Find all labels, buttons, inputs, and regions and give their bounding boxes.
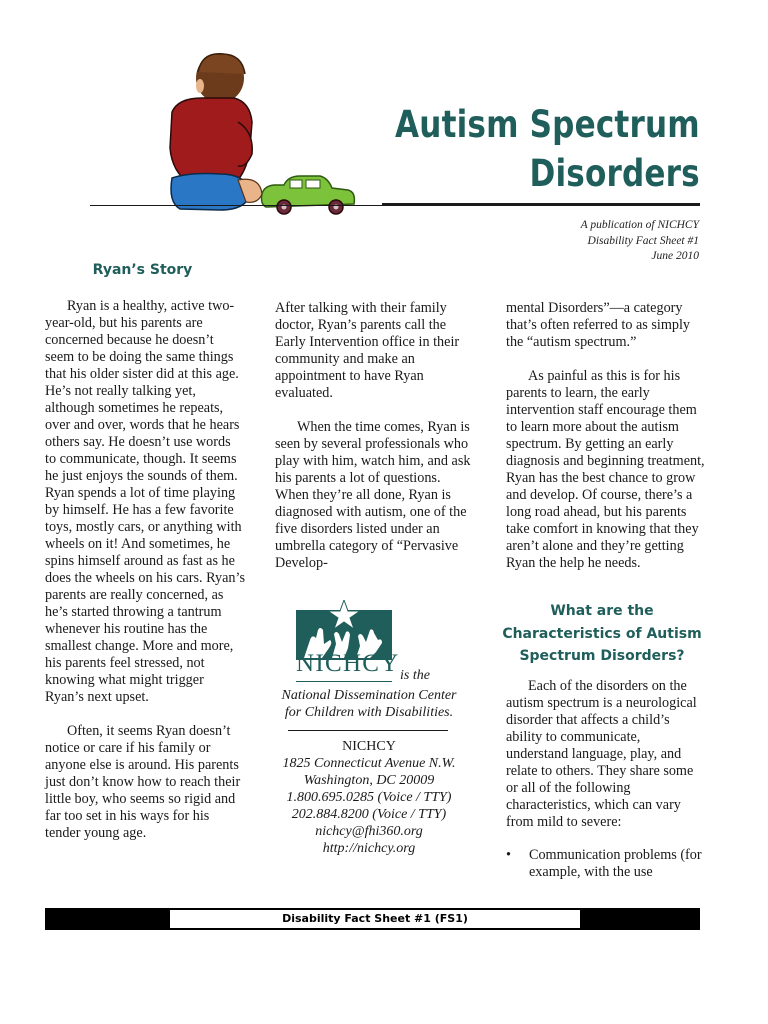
contact-street: 1825 Connecticut Avenue N.W.: [282, 756, 456, 771]
col1-paragraph-2: Often, it seems Ryan doesn’t notice or care if his family or anyone else is around. His parents just don’t know how to reach their little boy, who seems so rigid and far too set in his ways for his tender young age.: [45, 723, 241, 841]
column-3: [506, 300, 706, 572]
col3-paragraph-3: Each of the disorders on the autism spectrum is a neurological disorder that affects a child’s ability to communicate, understand language, play, and relate to others. They share some or all of the following characteristics, which can vary from mild to severe:: [506, 678, 697, 830]
bullet-item-communication: [506, 847, 706, 881]
contact-divider: [288, 730, 448, 731]
col2-paragraph-2: When the time comes, Ryan is seen by several professionals who play with him, watch him, and ask his parents a lot of questions. When they’re all done, Ryan is diagnosed with autism, one of the five disorders listed under an umbrella category of “Pervasive Develop-: [275, 419, 471, 571]
column-3-lower: [506, 678, 706, 831]
boy-with-toy-car-illustration: [150, 52, 360, 217]
publication-info: [581, 218, 699, 265]
series-line: Disability Fact Sheet #1: [587, 234, 699, 247]
contact-email[interactable]: nichcy@fhi360.org: [315, 824, 423, 839]
toy-car: [262, 176, 355, 214]
org-description: [268, 687, 470, 721]
page-title: [395, 100, 700, 198]
contact-block: [268, 738, 470, 857]
bullet-dot-icon: •: [506, 847, 511, 863]
contact-phone-2: 202.884.8200 (Voice / TTY): [291, 807, 447, 822]
column-1: [45, 298, 245, 842]
bullet-text: Communication problems (for example, with the use: [529, 847, 702, 880]
contact-name: NICHCY: [342, 739, 396, 754]
section-heading-ryans-story: Ryan’s Story: [92, 262, 193, 278]
publication-line: A publication of NICHCY: [580, 219, 699, 231]
nichcy-logo: [296, 600, 400, 682]
logo-underline: [296, 681, 392, 682]
section-heading-characteristics: What are the Characteristics of Autism Spectrum Disorders?: [502, 603, 702, 664]
col2-paragraph-1: After talking with their family doctor, Ryan’s parents call the Early Intervention office in their community and make an appointment to have Ryan evaluated.: [275, 300, 460, 401]
date-line: June 2010: [651, 250, 699, 262]
col3-paragraph-1: mental Disorders”—a category that’s often referred to as simply the “autism spectrum.”: [506, 300, 690, 350]
col3-paragraph-2: As painful as this is for his parents to learn, the early intervention staff encourage them to learn more about the autism spectrum. By getting an early diagnosis and beginning treatment, Ryan has the best chance to grow and develop. Of course, there’s a long road ahead, but his parents take comfort in knowing that they aren’t alone and they’re getting Ryan the help he needs.: [506, 368, 705, 571]
contact-website[interactable]: http://nichcy.org: [322, 841, 416, 856]
org-line-1: National Dissemination Center: [281, 688, 457, 703]
org-line-2: for Children with Disabilities.: [284, 705, 454, 720]
title-line-1: Autism Spectrum: [395, 103, 700, 146]
footer-label: Disability Fact Sheet #1 (FS1): [170, 910, 580, 928]
contact-city: Washington, DC 20009: [303, 773, 435, 788]
logo-wordmark: NICHCY: [296, 650, 400, 677]
title-line-2: Disorders: [529, 152, 700, 195]
header-rule-thick: [382, 203, 700, 206]
column-2: [275, 300, 475, 572]
contact-phone-1: 1.800.695.0285 (Voice / TTY): [286, 790, 452, 805]
logo-is-the: is the: [400, 668, 430, 683]
col1-paragraph-1: Ryan is a healthy, active two-year-old, but his parents are concerned because he doesn’t seem to be doing the same things that his older sister did at this age. He’s not really talking yet, although sometimes he repeats, over and over, words that he hears others say. He doesn’t use words to communicate, though. It seems he just enjoys the sounds of them. Ryan spends a lot of time playing by himself. He has a few favorite toys, mostly cars, or anything with wheels on it! And sometimes, he spins himself around as fast as he does the wheels on his cars. Ryan’s parents are really concerned, as he’s started throwing a tantrum whenever his routine has the smallest change. More and more, his parents feel stressed, not knowing what might trigger Ryan’s next upset.: [45, 298, 245, 705]
header-rule-thin: [90, 205, 382, 206]
